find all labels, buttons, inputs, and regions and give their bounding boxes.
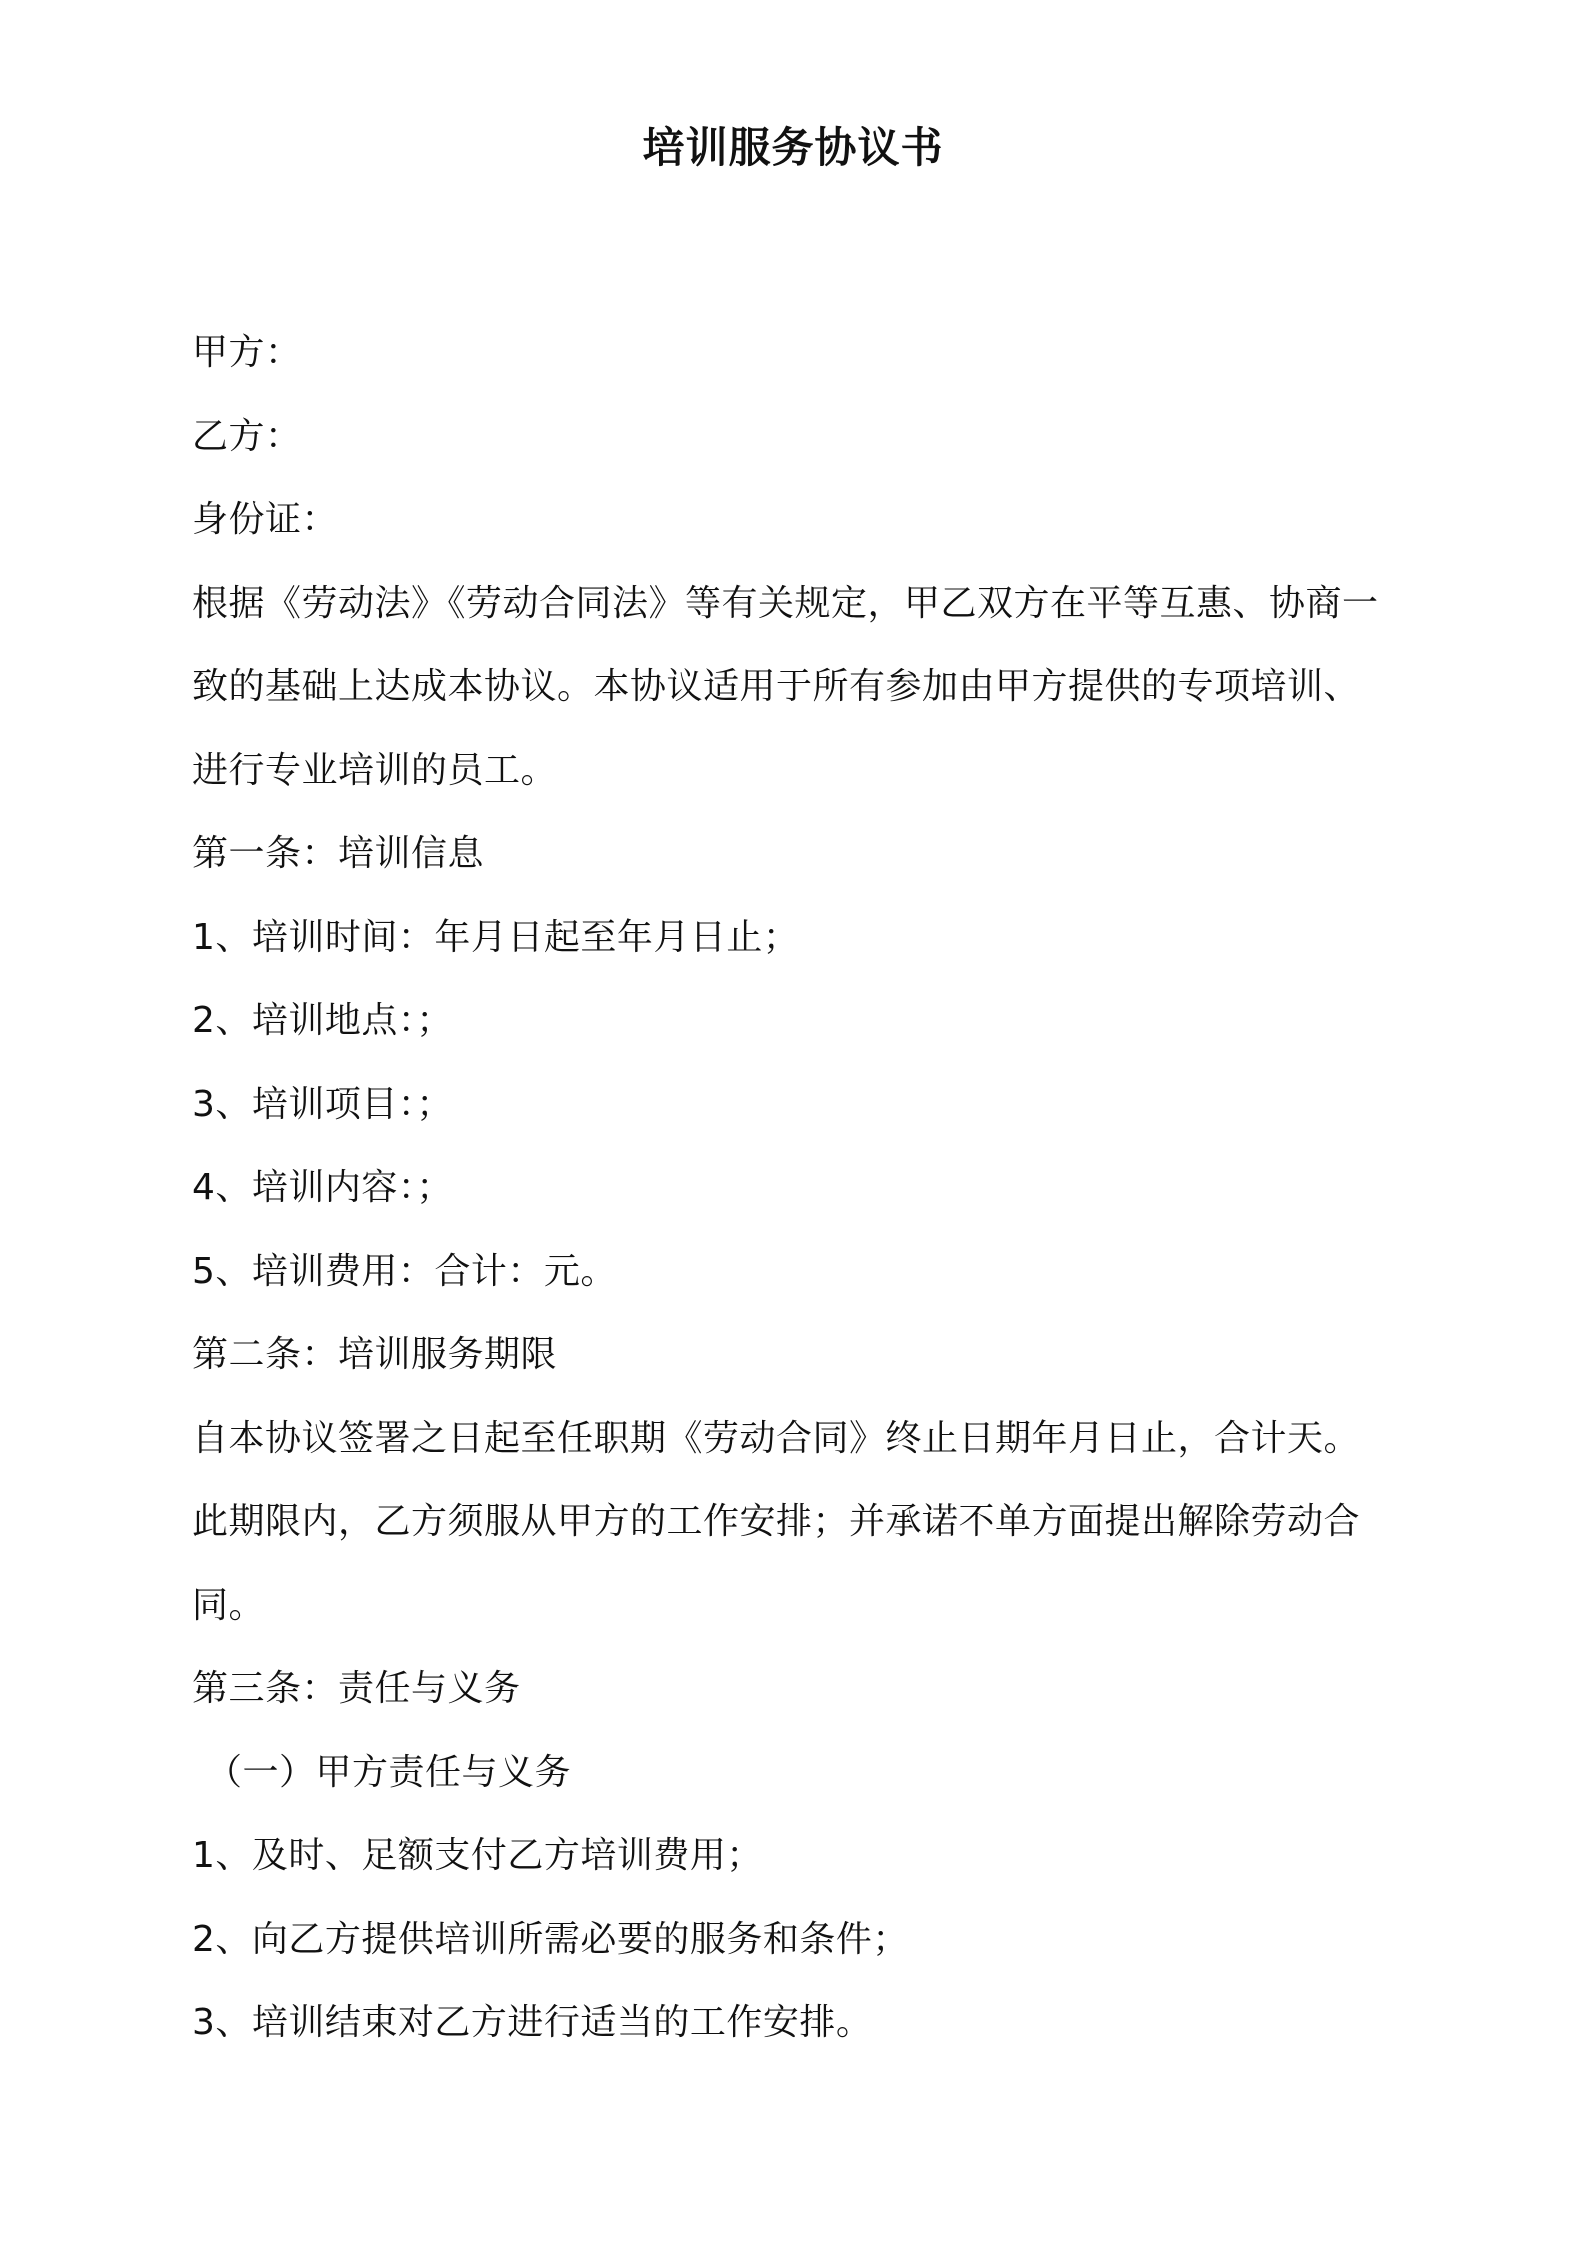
article-3-heading: 第三条：责任与义务	[192, 1668, 521, 1709]
party-a-duty-1: 1、及时、足额支付乙方培训费用；	[192, 1835, 763, 1876]
preamble-line-3: 进行专业培训的员工。	[192, 749, 558, 791]
party-a-duty-2: 2、向乙方提供培训所需必要的服务和条件；	[192, 1918, 909, 1960]
training-fee-line: 5、培训费用：合计：元。	[192, 1250, 617, 1292]
article-1-heading: 第一条：培训信息	[192, 833, 485, 874]
party-b-line: 乙方：	[192, 415, 302, 457]
party-a-line: 甲方：	[192, 332, 302, 373]
party-a-duty-3: 3、培训结束对乙方进行适当的工作安排。	[192, 2002, 873, 2043]
service-period-line-1: 自本协议签署之日起至任职期《劳动合同》终止日期年月日止，合计天。	[192, 1417, 1361, 1459]
training-time-line: 1、培训时间：年月日起至年月日止；	[192, 916, 800, 958]
training-project-line: 3、培训项目：；	[192, 1083, 453, 1125]
service-period-line-3: 同。	[192, 1584, 266, 1626]
training-content-line: 4、培训内容：；	[192, 1167, 453, 1208]
preamble-line-2: 致的基础上达成本协议。本协议适用于所有参加由甲方提供的专项培训、	[192, 666, 1361, 707]
id-card-line: 身份证：	[192, 499, 339, 540]
article-2-heading: 第二条：培训服务期限	[192, 1334, 558, 1375]
training-location-line: 2、培训地点：；	[192, 1000, 453, 1041]
party-a-duties-heading: （一）甲方责任与义务	[206, 1751, 572, 1793]
document-body	[192, 311, 1432, 2065]
service-period-line-2: 此期限内，乙方须服从甲方的工作安排；并承诺不单方面提出解除劳动合	[192, 1501, 1361, 1542]
preamble-line-1: 根据《劳动法》《劳动合同法》等有关规定，甲乙双方在平等互惠、协商一	[192, 582, 1379, 624]
document-title: 培训服务协议书	[642, 123, 944, 172]
